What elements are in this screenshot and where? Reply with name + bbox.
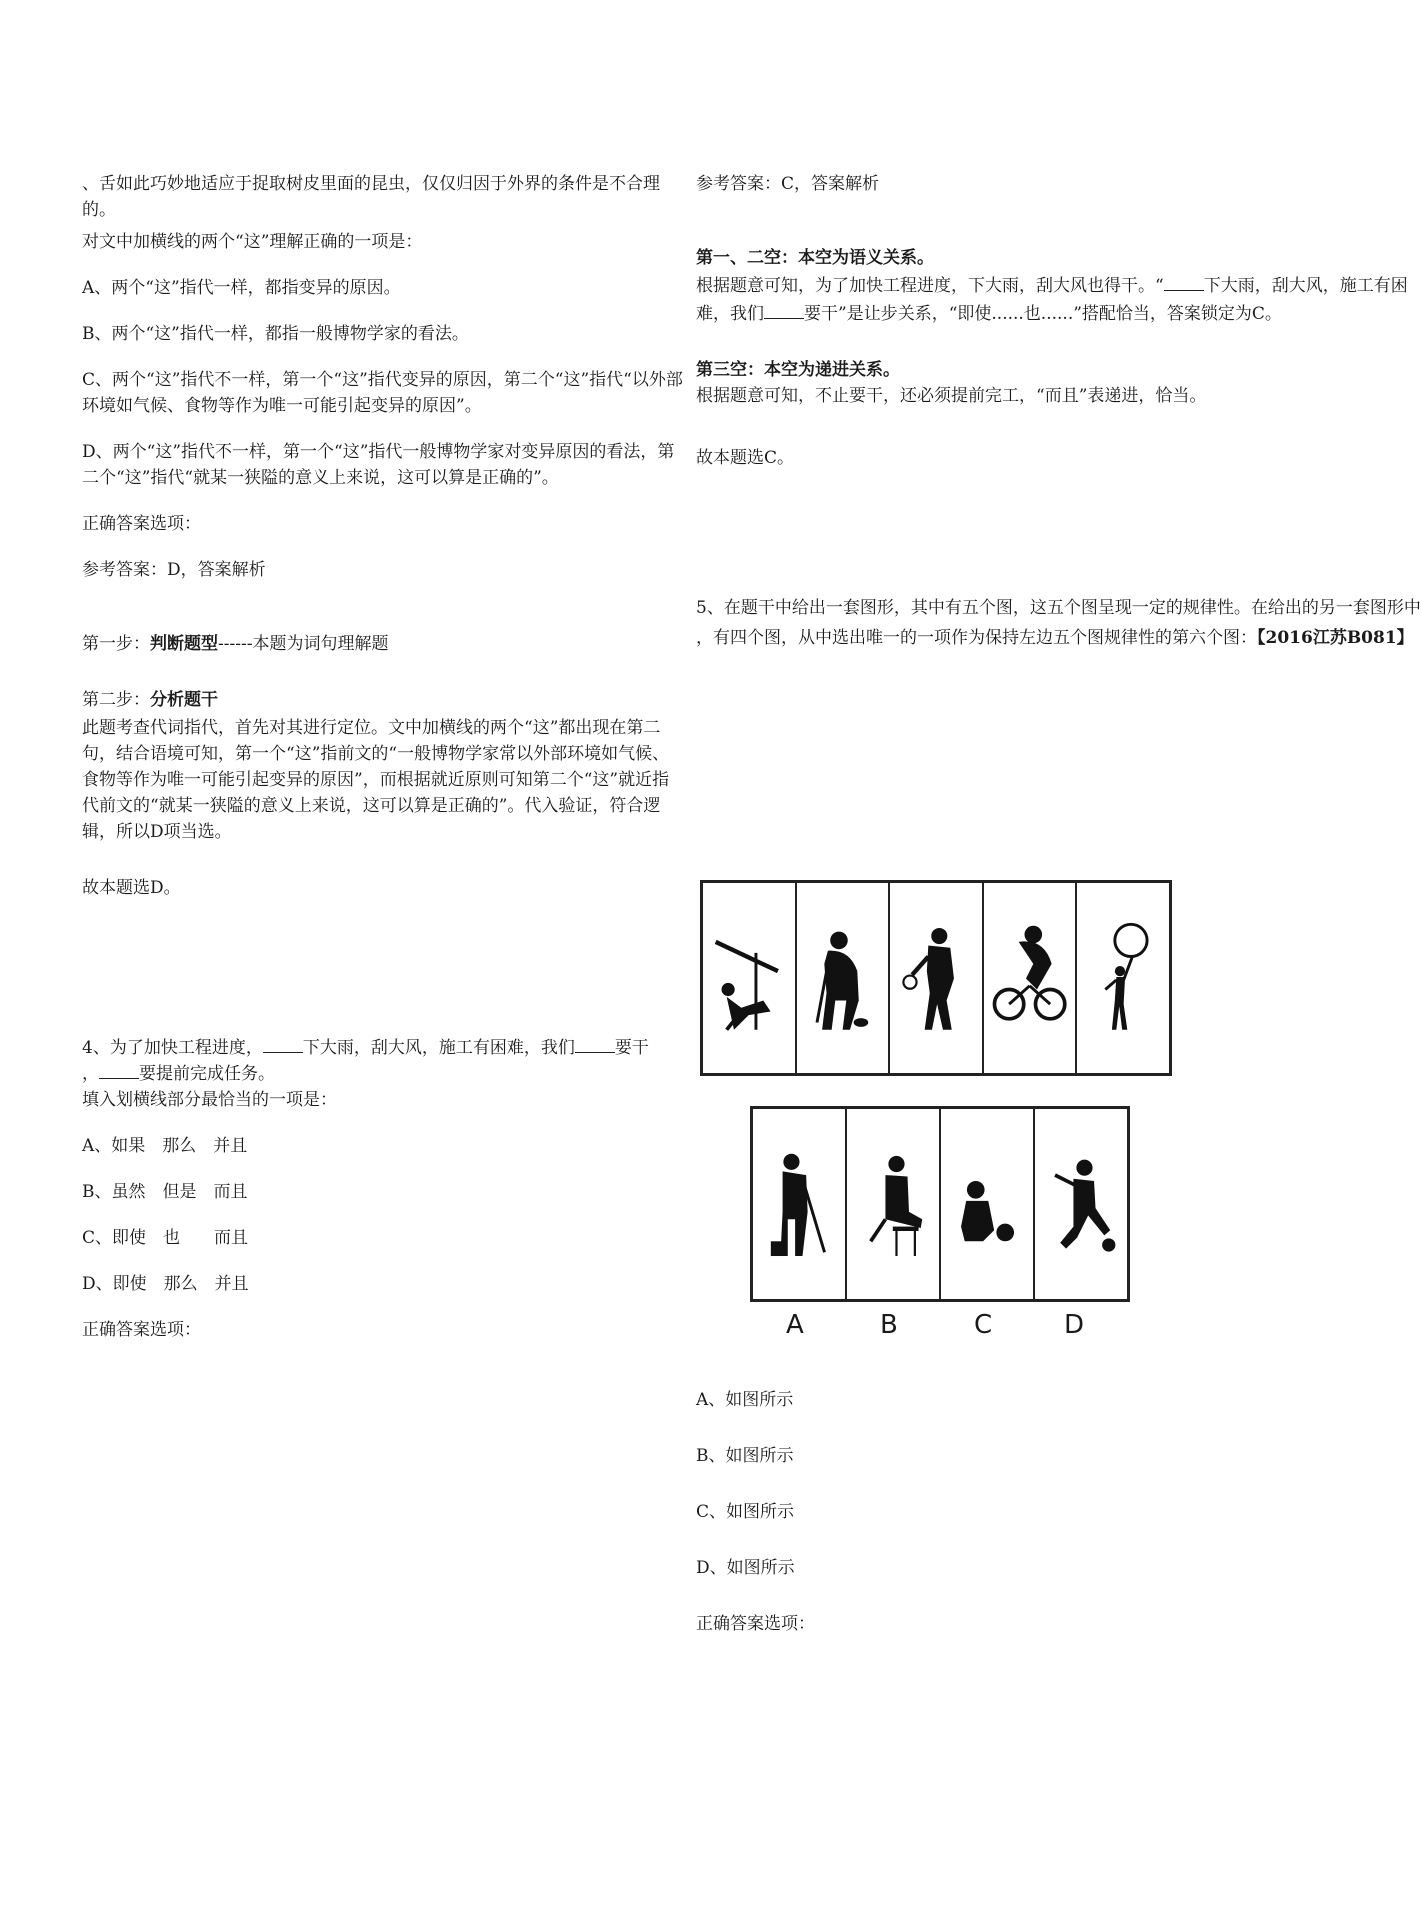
blank12-line2 — [696, 302, 1282, 326]
q5-correct-label: 正确答案选项： — [696, 1614, 815, 1634]
q5-option-c: C、如图所示 — [696, 1502, 795, 1522]
q4-option-a: A、如果 那么 并且 — [82, 1136, 248, 1156]
q4-conclusion: 故本题选C。 — [696, 448, 795, 468]
blank3-heading: 第三空：本空为递进关系。 — [696, 360, 900, 380]
q4-blank-3 — [99, 1062, 139, 1079]
blank12-heading: 第一、二空：本空为语义关系。 — [696, 248, 934, 268]
q5-option-b: B、如图所示 — [696, 1446, 794, 1466]
q3-option-d-line2: 二个“这”指代“就某一狭隘的意义上来说，这可以算是正确的”。 — [82, 468, 559, 488]
q4-prompt: 填入划横线部分最恰当的一项是： — [82, 1090, 337, 1110]
figure-label-a: A — [786, 1310, 804, 1340]
blank12-blank-2 — [764, 302, 804, 319]
figure-label-c: C — [974, 1310, 993, 1340]
q3-text-line-1: 、舌如此巧妙地适应于捉取树皮里面的昆虫，仅仅归因于外界的条件是不合理 — [82, 174, 660, 194]
q3-reference: 参考答案：D，答案解析 — [82, 560, 266, 580]
q4-blank-2 — [575, 1036, 615, 1053]
step1 — [82, 632, 388, 656]
figure-label-d: D — [1064, 1310, 1085, 1340]
q4-stem-part-e: 要提前完成任务。 — [139, 1064, 275, 1084]
blank12-line2-a: 难，我们 — [696, 304, 764, 324]
q4-blank-1 — [263, 1036, 303, 1053]
q4-stem-line1 — [82, 1036, 649, 1060]
blank12-line1-a: 根据题意可知，为了加快工程进度，下大雨，刮大风也得干。“ — [696, 276, 1164, 296]
q5-stem-line1: 5、在题干中给出一套图形，其中有五个图，这五个图呈现一定的规律性。在给出的另一套图形中 — [696, 598, 1421, 618]
q5-stem-line2 — [696, 626, 1414, 650]
q4-stem-part-d: ， — [82, 1064, 99, 1084]
q3-option-c-line2: 环境如气候、食物等作为唯一可能引起变异的原因”。 — [82, 396, 482, 416]
seated-person-icon — [847, 1109, 941, 1299]
q5-option-a: A、如图所示 — [696, 1390, 794, 1410]
figure-top-row — [700, 880, 1172, 1076]
q3-option-c-line1: C、两个“这”指代不一样，第一个“这”指代变异的原因，第二个“这”指代“以外部 — [82, 370, 683, 390]
analysis-line-4: 代前文的“就某一狭隘的意义上来说，这可以算是正确的”。代入验证，符合逻 — [82, 796, 661, 816]
step2 — [82, 688, 218, 712]
blank12-line2-b: 要干”是让步关系，“即使......也......”搭配恰当，答案锁定为C。 — [804, 304, 1282, 324]
blank12-line1-b: 下大雨，刮大风，施工有困 — [1203, 276, 1408, 296]
analysis-line-5: 辑，所以D项当选。 — [82, 822, 232, 842]
q5-stem-line2-text: ，有四个图，从中选出唯一的一项作为保持左边五个图规律性的第六个图： — [696, 628, 1257, 648]
soccer-kick-icon — [1035, 1109, 1127, 1299]
step1-rest: ------本题为词句理解题 — [218, 634, 389, 654]
step1-bold: 判断题型 — [150, 634, 218, 654]
q4-option-b: B、虽然 但是 而且 — [82, 1182, 248, 1202]
analysis-line-3: 食物等作为唯一可能引起变异的原因”，而根据就近原则可知第二个“这”就近指 — [82, 770, 670, 790]
q4-correct-label: 正确答案选项： — [82, 1320, 201, 1340]
sweeper-icon — [753, 1109, 847, 1299]
blank3-text: 根据题意可知，不止要干，还必须提前完工，“而且”表递进，恰当。 — [696, 386, 1207, 406]
q4-option-c: C、即使 也 而且 — [82, 1228, 249, 1248]
rhythmic-gymnast-hoop-icon — [1077, 883, 1169, 1073]
q4-stem-part-c: 要干 — [614, 1038, 649, 1058]
blank12-line1 — [696, 274, 1408, 298]
q5-option-d: D、如图所示 — [696, 1558, 795, 1578]
step2-prefix: 第二步： — [82, 690, 150, 710]
step1-prefix: 第一步： — [82, 634, 150, 654]
step2-bold: 分析题干 — [150, 690, 218, 710]
q3-option-b: B、两个“这”指代一样，都指一般博物学家的看法。 — [82, 324, 469, 344]
q3-text-line-2: 的。 — [82, 200, 116, 220]
figure-label-b: B — [880, 1310, 898, 1340]
q3-correct-label: 正确答案选项： — [82, 514, 201, 534]
q4-reference: 参考答案：C，答案解析 — [696, 174, 880, 194]
crouching-ball-icon — [941, 1109, 1035, 1299]
analysis-line-2: 句，结合语境可知，第一个“这”指前文的“一般博物学家常以外部环境如气候、 — [82, 744, 670, 764]
q3-option-d-line1: D、两个“这”指代不一样，第一个“这”指代一般博物学家对变异原因的看法，第 — [82, 442, 675, 462]
q3-prompt: 对文中加横线的两个“这”理解正确的一项是： — [82, 232, 423, 252]
q4-stem-part-b: 下大雨，刮大风，施工有困难，我们 — [302, 1038, 575, 1058]
curling-icon — [797, 883, 891, 1073]
q3-option-a: A、两个“这”指代一样，都指变异的原因。 — [82, 278, 401, 298]
pole-vault-icon — [703, 883, 797, 1073]
q4-stem-line2 — [82, 1062, 275, 1086]
figure-options-row — [750, 1106, 1130, 1302]
blank12-blank-1 — [1164, 274, 1204, 291]
ball-juggler-icon — [890, 883, 984, 1073]
q4-option-d: D、即使 那么 并且 — [82, 1274, 249, 1294]
q3-conclusion: 故本题选D。 — [82, 878, 181, 898]
analysis-line-1: 此题考查代词指代，首先对其进行定位。文中加横线的两个“这”都出现在第二 — [82, 718, 661, 738]
cyclist-icon — [984, 883, 1078, 1073]
q5-source-tag: 【2016江苏B081】 — [1257, 628, 1414, 648]
q4-stem-part-a: 4、为了加快工程进度， — [82, 1038, 263, 1058]
